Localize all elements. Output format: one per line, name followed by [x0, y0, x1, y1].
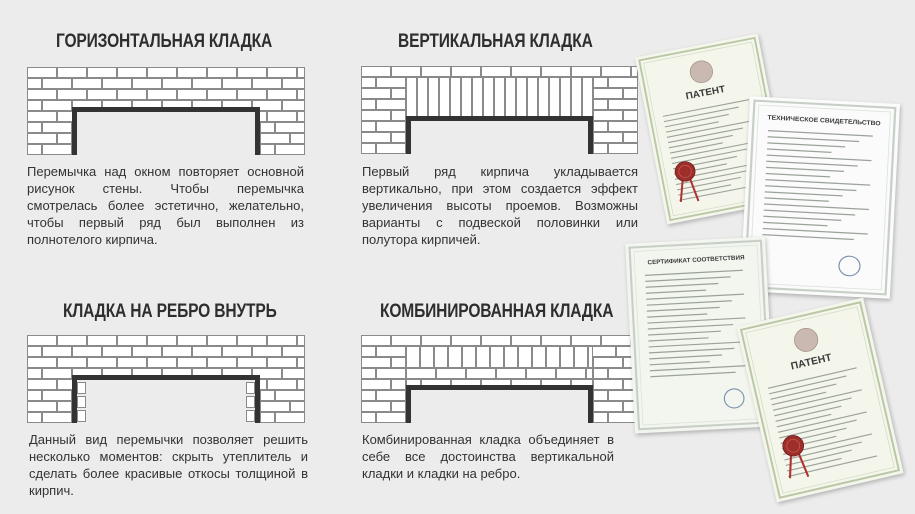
brick	[392, 67, 421, 77]
brick	[377, 100, 406, 110]
document-text-line	[764, 198, 828, 201]
brick	[208, 90, 237, 100]
brick	[561, 347, 574, 368]
document-text-line	[649, 342, 747, 347]
document-text-line	[646, 290, 706, 293]
brick	[512, 67, 541, 77]
document-text-line	[649, 355, 722, 359]
brick	[247, 411, 255, 422]
brick	[73, 79, 102, 89]
brick	[276, 391, 305, 401]
brick	[517, 78, 527, 121]
brick	[193, 347, 222, 357]
brick	[276, 145, 305, 155]
brick	[268, 112, 297, 122]
brick	[527, 369, 556, 379]
brick	[73, 347, 102, 357]
brick	[362, 402, 391, 412]
document-heading: ТЕХНИЧЕСКОЕ СВИДЕТЕЛЬСТВО	[767, 114, 881, 128]
brick	[298, 336, 305, 346]
brick	[392, 336, 421, 346]
document-text-line	[678, 185, 731, 195]
brick	[291, 402, 305, 412]
brick	[407, 347, 420, 368]
stamp-icon	[838, 256, 860, 277]
brick	[28, 391, 42, 401]
window-opening	[411, 390, 588, 423]
brick	[440, 78, 450, 121]
brick	[276, 413, 305, 423]
brick	[268, 68, 297, 78]
brick	[298, 68, 305, 78]
brick	[542, 67, 571, 77]
brick	[283, 369, 305, 379]
brick	[298, 112, 305, 122]
brick	[594, 122, 608, 132]
brick	[392, 402, 406, 412]
brick	[589, 347, 593, 368]
brick	[539, 78, 549, 121]
document-text-line	[648, 331, 721, 335]
document-text-line	[773, 390, 862, 410]
brick	[533, 347, 546, 368]
section-title-combined: КОМБИНИРОВАННАЯ КЛАДКА	[380, 301, 614, 322]
brick	[43, 79, 72, 89]
brick	[505, 347, 518, 368]
brick	[362, 100, 376, 110]
brick	[362, 413, 376, 423]
brick	[463, 347, 476, 368]
brick	[467, 369, 496, 379]
document-text-line	[649, 348, 734, 352]
document-text-line	[767, 155, 872, 160]
brick	[291, 134, 305, 144]
document-text-line	[763, 216, 841, 220]
document-text-line	[650, 372, 735, 376]
brick	[58, 68, 87, 78]
brick	[362, 89, 391, 99]
brick	[452, 67, 481, 77]
brick	[283, 101, 305, 111]
patent-document-bottom	[736, 298, 903, 503]
brick	[407, 78, 417, 121]
document-text-line	[767, 143, 845, 147]
brick	[377, 78, 406, 88]
brick	[298, 358, 305, 368]
brick	[477, 347, 490, 368]
document-text-line	[765, 180, 870, 185]
document-text-line	[768, 368, 857, 388]
document-text-line	[648, 338, 708, 341]
document-text-line	[766, 173, 830, 176]
brick	[561, 78, 571, 121]
brick	[377, 122, 406, 132]
section-description-vertical: Первый ряд кирпича укладывается вертикально, при этом создается эффект увеличения высоты проемов. Возможны варианты с подвеской половинки или полутора кирпичей.	[362, 164, 638, 247]
document-text-line	[647, 301, 732, 305]
brick	[43, 413, 72, 423]
brick	[28, 68, 57, 78]
brick	[238, 68, 267, 78]
brick	[28, 358, 57, 368]
brick	[133, 79, 162, 89]
window-opening	[77, 380, 255, 423]
section-description-edge: Данный вид перемычки позволяет решить несколько моментов: скрыть утеплитель и сделать более красивые откосы толщиной в кирпич.	[29, 432, 308, 498]
brick-wall-combined-lintel	[361, 335, 638, 423]
document-text-line	[669, 135, 733, 147]
brick	[362, 369, 376, 379]
brick	[462, 78, 472, 121]
document-text-line	[772, 392, 826, 405]
brick	[118, 90, 147, 100]
brick	[261, 134, 290, 144]
brick	[163, 79, 192, 89]
document-text-line	[648, 325, 733, 329]
brick	[392, 111, 406, 121]
section-description-combined: Комбинированная кладка объединяет в себе все достоинства вертикальной кладки и кладки на ребро.	[362, 432, 614, 481]
brick	[451, 78, 461, 121]
brick	[542, 336, 571, 346]
brick	[429, 78, 439, 121]
brick	[377, 369, 406, 379]
section-description-horizontal: Перемычка над окном повторяет основной рисунок стены. Чтобы перемычка смотрелась более эстетично, желательно, чтобы первый ряд был выполнен из полнотелого кирпича.	[27, 164, 304, 247]
brick	[238, 358, 267, 368]
brick	[28, 336, 57, 346]
brick	[362, 144, 376, 154]
brick	[377, 144, 406, 154]
brick	[550, 78, 560, 121]
brick	[594, 111, 623, 121]
coat-of-arms-icon	[792, 326, 820, 354]
brick	[421, 347, 434, 368]
brick	[78, 411, 86, 422]
document-text-line	[787, 458, 841, 471]
brick	[163, 347, 192, 357]
brick	[268, 380, 297, 390]
brick	[253, 347, 282, 357]
brick	[594, 358, 623, 368]
brick	[133, 347, 162, 357]
brick	[58, 134, 72, 144]
brick	[268, 90, 297, 100]
brick	[28, 79, 42, 89]
document-text-line	[768, 131, 873, 136]
document-text-line	[777, 414, 831, 427]
brick	[283, 79, 305, 89]
document-text-line	[670, 143, 723, 153]
brick	[594, 391, 608, 401]
document-text-line	[766, 167, 844, 171]
document-text-line	[766, 161, 857, 166]
brick	[148, 68, 177, 78]
brick	[594, 413, 608, 423]
brick	[482, 67, 511, 77]
brick	[58, 402, 72, 412]
brick	[557, 369, 586, 379]
brick	[594, 402, 623, 412]
brick	[422, 67, 451, 77]
brick-wall-vertical-lintel	[361, 66, 638, 154]
brick	[178, 358, 207, 368]
brick	[43, 123, 72, 133]
document-heading: СЕРТИФИКАТ СООТВЕТСТВИЯ	[647, 254, 745, 267]
brick	[594, 100, 608, 110]
document-text-line	[764, 210, 855, 215]
document-text-line	[765, 192, 843, 196]
brick	[512, 336, 541, 346]
brick	[58, 90, 87, 100]
document-text-line	[647, 307, 720, 311]
document-text-line	[666, 122, 719, 132]
brick	[594, 133, 623, 143]
brick	[392, 358, 406, 368]
brick	[362, 67, 391, 77]
brick	[148, 90, 177, 100]
brick	[594, 78, 608, 88]
document-text-line	[665, 114, 729, 126]
brick	[247, 383, 255, 394]
brick	[298, 90, 305, 100]
document-text-line	[647, 314, 707, 317]
brick	[223, 347, 252, 357]
document-text-line	[645, 270, 743, 275]
document-text-line	[763, 229, 868, 234]
brick	[422, 336, 451, 346]
brick	[437, 369, 466, 379]
brick	[247, 397, 255, 408]
brick	[392, 380, 406, 390]
brick	[495, 78, 505, 121]
brick-wall-edge-lintel	[27, 335, 305, 423]
brick	[261, 413, 275, 423]
brick	[261, 123, 275, 133]
brick	[497, 369, 526, 379]
brick	[208, 336, 237, 346]
brick	[43, 391, 72, 401]
brick	[587, 369, 593, 379]
brick	[547, 347, 560, 368]
brick	[268, 358, 297, 368]
brick	[449, 347, 462, 368]
brick	[506, 78, 516, 121]
document-text-line	[765, 186, 856, 191]
document-text-line	[763, 222, 827, 225]
brick	[575, 347, 588, 368]
brick	[78, 397, 86, 408]
document-text-line	[646, 283, 719, 287]
brick	[28, 101, 42, 111]
document-text-line	[648, 318, 746, 323]
brick	[88, 336, 117, 346]
brick	[148, 336, 177, 346]
document-text-line	[650, 366, 748, 371]
brick	[223, 79, 252, 89]
brick	[28, 134, 57, 144]
coat-of-arms-icon	[688, 59, 714, 85]
brick	[482, 336, 511, 346]
brick	[88, 90, 117, 100]
stamp-icon	[724, 388, 745, 408]
brick	[261, 391, 275, 401]
brick	[148, 358, 177, 368]
brick	[407, 369, 436, 379]
brick	[362, 111, 391, 121]
brick	[28, 145, 42, 155]
brick	[253, 79, 282, 89]
brick	[88, 358, 117, 368]
brick	[473, 78, 483, 121]
brick	[435, 347, 448, 368]
brick	[118, 358, 147, 368]
brick	[452, 336, 481, 346]
brick	[178, 68, 207, 78]
brick	[103, 79, 132, 89]
document-text-line	[646, 294, 744, 299]
brick	[377, 391, 406, 401]
brick	[594, 144, 608, 154]
documents-collage	[625, 30, 915, 514]
brick	[28, 112, 57, 122]
brick	[28, 369, 42, 379]
brick	[276, 123, 305, 133]
brick	[418, 78, 428, 121]
brick	[377, 347, 406, 357]
document-text-line	[764, 204, 869, 209]
brick	[572, 78, 582, 121]
brick	[178, 336, 207, 346]
brick	[362, 122, 376, 132]
brick	[43, 347, 72, 357]
brick	[43, 369, 72, 379]
brick	[362, 133, 391, 143]
section-title-vertical: ВЕРТИКАЛЬНАЯ КЛАДКА	[398, 31, 593, 52]
document-text-line	[768, 137, 859, 142]
brick	[43, 145, 72, 155]
brick	[268, 336, 297, 346]
brick	[392, 89, 406, 99]
document-text-line	[762, 235, 853, 240]
brick	[261, 145, 275, 155]
brick	[594, 89, 623, 99]
brick	[572, 67, 601, 77]
document-text-line	[767, 149, 831, 152]
section-title-edge: КЛАДКА НА РЕБРО ВНУТРЬ	[63, 301, 277, 322]
brick	[78, 383, 86, 394]
brick	[103, 347, 132, 357]
brick	[362, 391, 376, 401]
brick	[118, 68, 147, 78]
brick	[28, 90, 57, 100]
brick	[28, 380, 57, 390]
brick	[238, 90, 267, 100]
brick	[377, 413, 406, 423]
window-opening	[77, 112, 255, 155]
brick	[491, 347, 504, 368]
brick	[193, 79, 222, 89]
brick	[208, 358, 237, 368]
document-heading: ПАТЕНТ	[684, 84, 727, 103]
window-opening	[411, 121, 588, 154]
brick	[298, 380, 305, 390]
brick	[484, 78, 494, 121]
brick	[283, 347, 305, 357]
brick	[208, 68, 237, 78]
brick	[572, 336, 601, 346]
brick	[118, 336, 147, 346]
brick	[58, 336, 87, 346]
brick	[28, 347, 42, 357]
brick	[362, 358, 391, 368]
document-text-line	[650, 362, 710, 365]
brick	[58, 358, 87, 368]
document-text-line	[645, 277, 730, 281]
brick	[28, 123, 42, 133]
brick	[261, 402, 290, 412]
brick	[28, 402, 57, 412]
brick	[362, 78, 376, 88]
brick	[178, 90, 207, 100]
brick	[238, 336, 267, 346]
section-title-horizontal: ГОРИЗОНТАЛЬНАЯ КЛАДКА	[56, 31, 273, 52]
brick	[362, 347, 376, 357]
brick	[362, 380, 391, 390]
brick	[528, 78, 538, 121]
brick	[28, 413, 42, 423]
brick	[519, 347, 532, 368]
document-page	[736, 298, 903, 503]
brick-wall-horizontal-lintel	[27, 67, 305, 155]
brick	[43, 101, 72, 111]
document-heading: ПАТЕНТ	[789, 352, 833, 373]
brick	[594, 380, 623, 390]
brick	[88, 68, 117, 78]
brick	[583, 78, 593, 121]
brick	[392, 133, 406, 143]
document-text-line	[778, 412, 867, 432]
brick	[594, 369, 608, 379]
brick	[362, 336, 391, 346]
